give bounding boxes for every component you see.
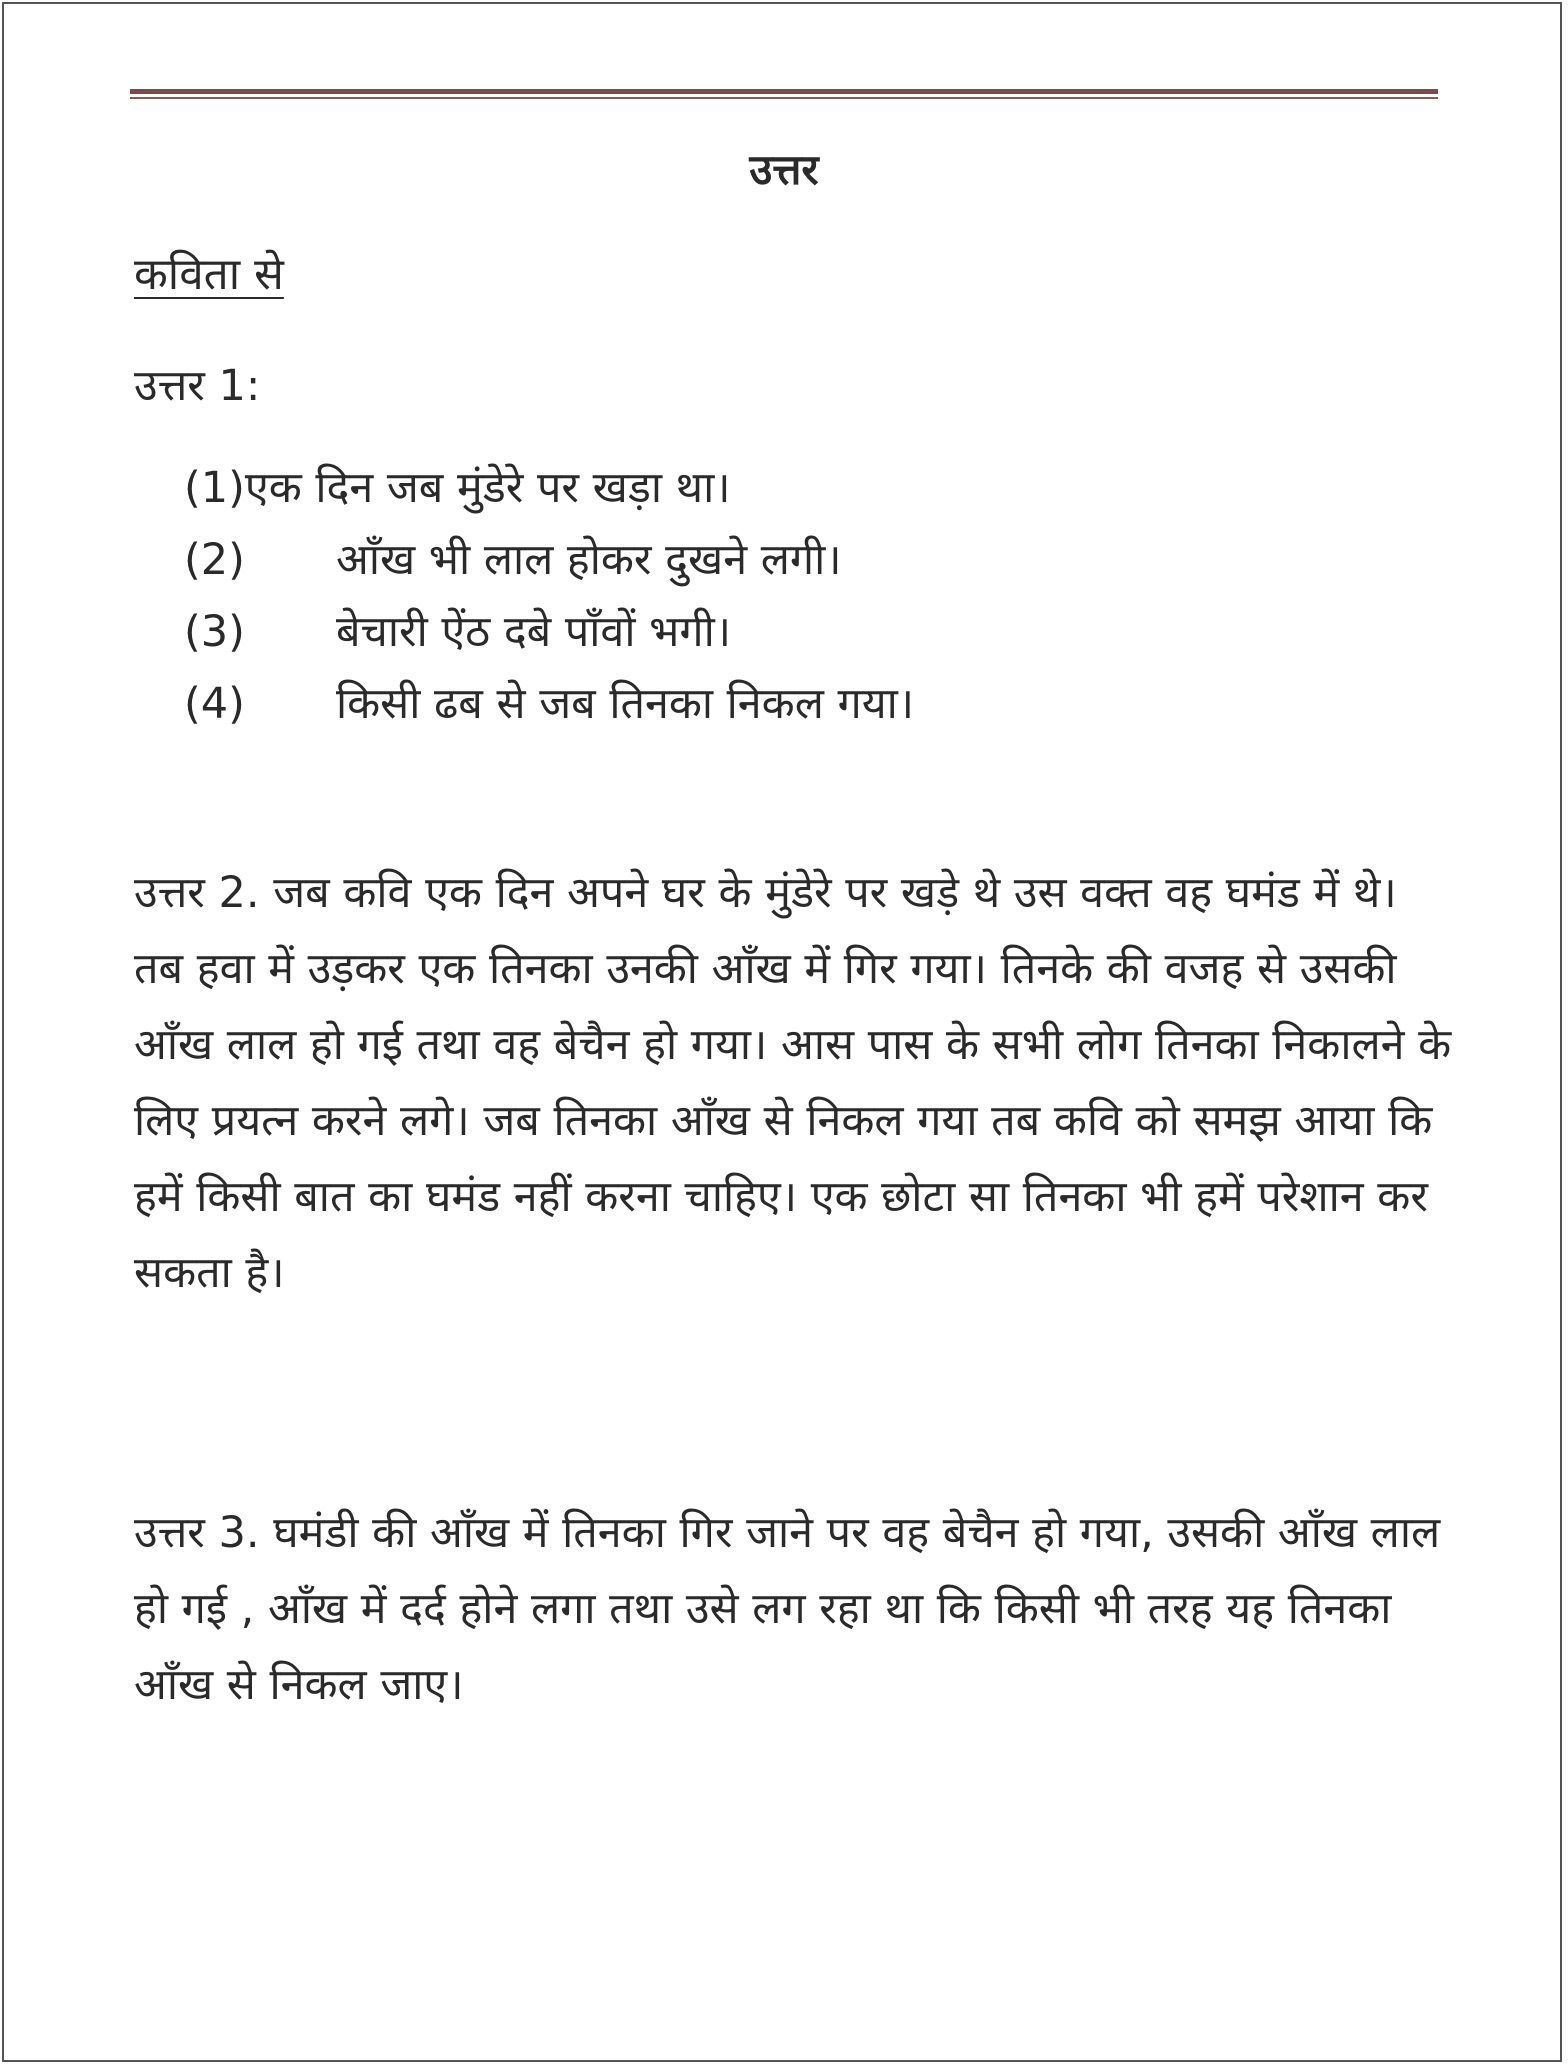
list-item (184, 452, 914, 524)
answer-1-label: उत्तर 1: (134, 361, 261, 411)
list-item-text: आँख भी लाल होकर दुखने लगी। (336, 535, 842, 585)
list-item-number: (1) (184, 463, 245, 513)
answer-3-paragraph: उत्तर 3. घमंडी की आँख में तिनका गिर जाने पर वह बेचैन हो गया, उसकी आँख लाल हो गई , आँख में दर्द होने लगा तथा उसे लग रहा था कि किसी भी तरह यह तिनका आँख से निकल जाए। (134, 1508, 1441, 1710)
header-divider-thin (130, 97, 1438, 99)
list-item-text: एक दिन जब मुंडेरे पर खड़ा था। (244, 463, 731, 513)
list-item-number: (2) (184, 535, 245, 585)
page-title: उत्तर (749, 145, 819, 194)
answer-2-paragraph: उत्तर 2. जब कवि एक दिन अपने घर के मुंडेरे पर खड़े थे उस वक्त वह घमंड में थे। तब हवा में उड़कर एक तिनका उनकी आँख में गिर गया। तिनके की वजह से उसकी आँख लाल हो गई तथा वह बेचैन हो गया। आस पास के सभी लोग तिनका निकालने के लिए प्रयत्न करने लगे। जब तिनका आँख से निकल गया तब कवि को समझ आया कि हमें किसी बात का घमंड नहीं करना चाहिए। एक छोटा सा तिनका भी हमें परेशान कर सकता है। (134, 868, 1452, 1298)
answer-1-list (184, 452, 914, 740)
list-item-number: (3) (184, 607, 245, 657)
section-heading: कविता से (134, 249, 284, 300)
list-item (184, 596, 914, 668)
list-item (184, 524, 914, 596)
header-divider-thick (130, 89, 1438, 94)
list-item (184, 668, 914, 740)
list-item-number: (4) (184, 679, 245, 729)
list-item-text: बेचारी ऐंठ दबे पाँवों भगी। (336, 607, 732, 657)
list-item-text: किसी ढब से जब तिनका निकल गया। (336, 679, 915, 729)
